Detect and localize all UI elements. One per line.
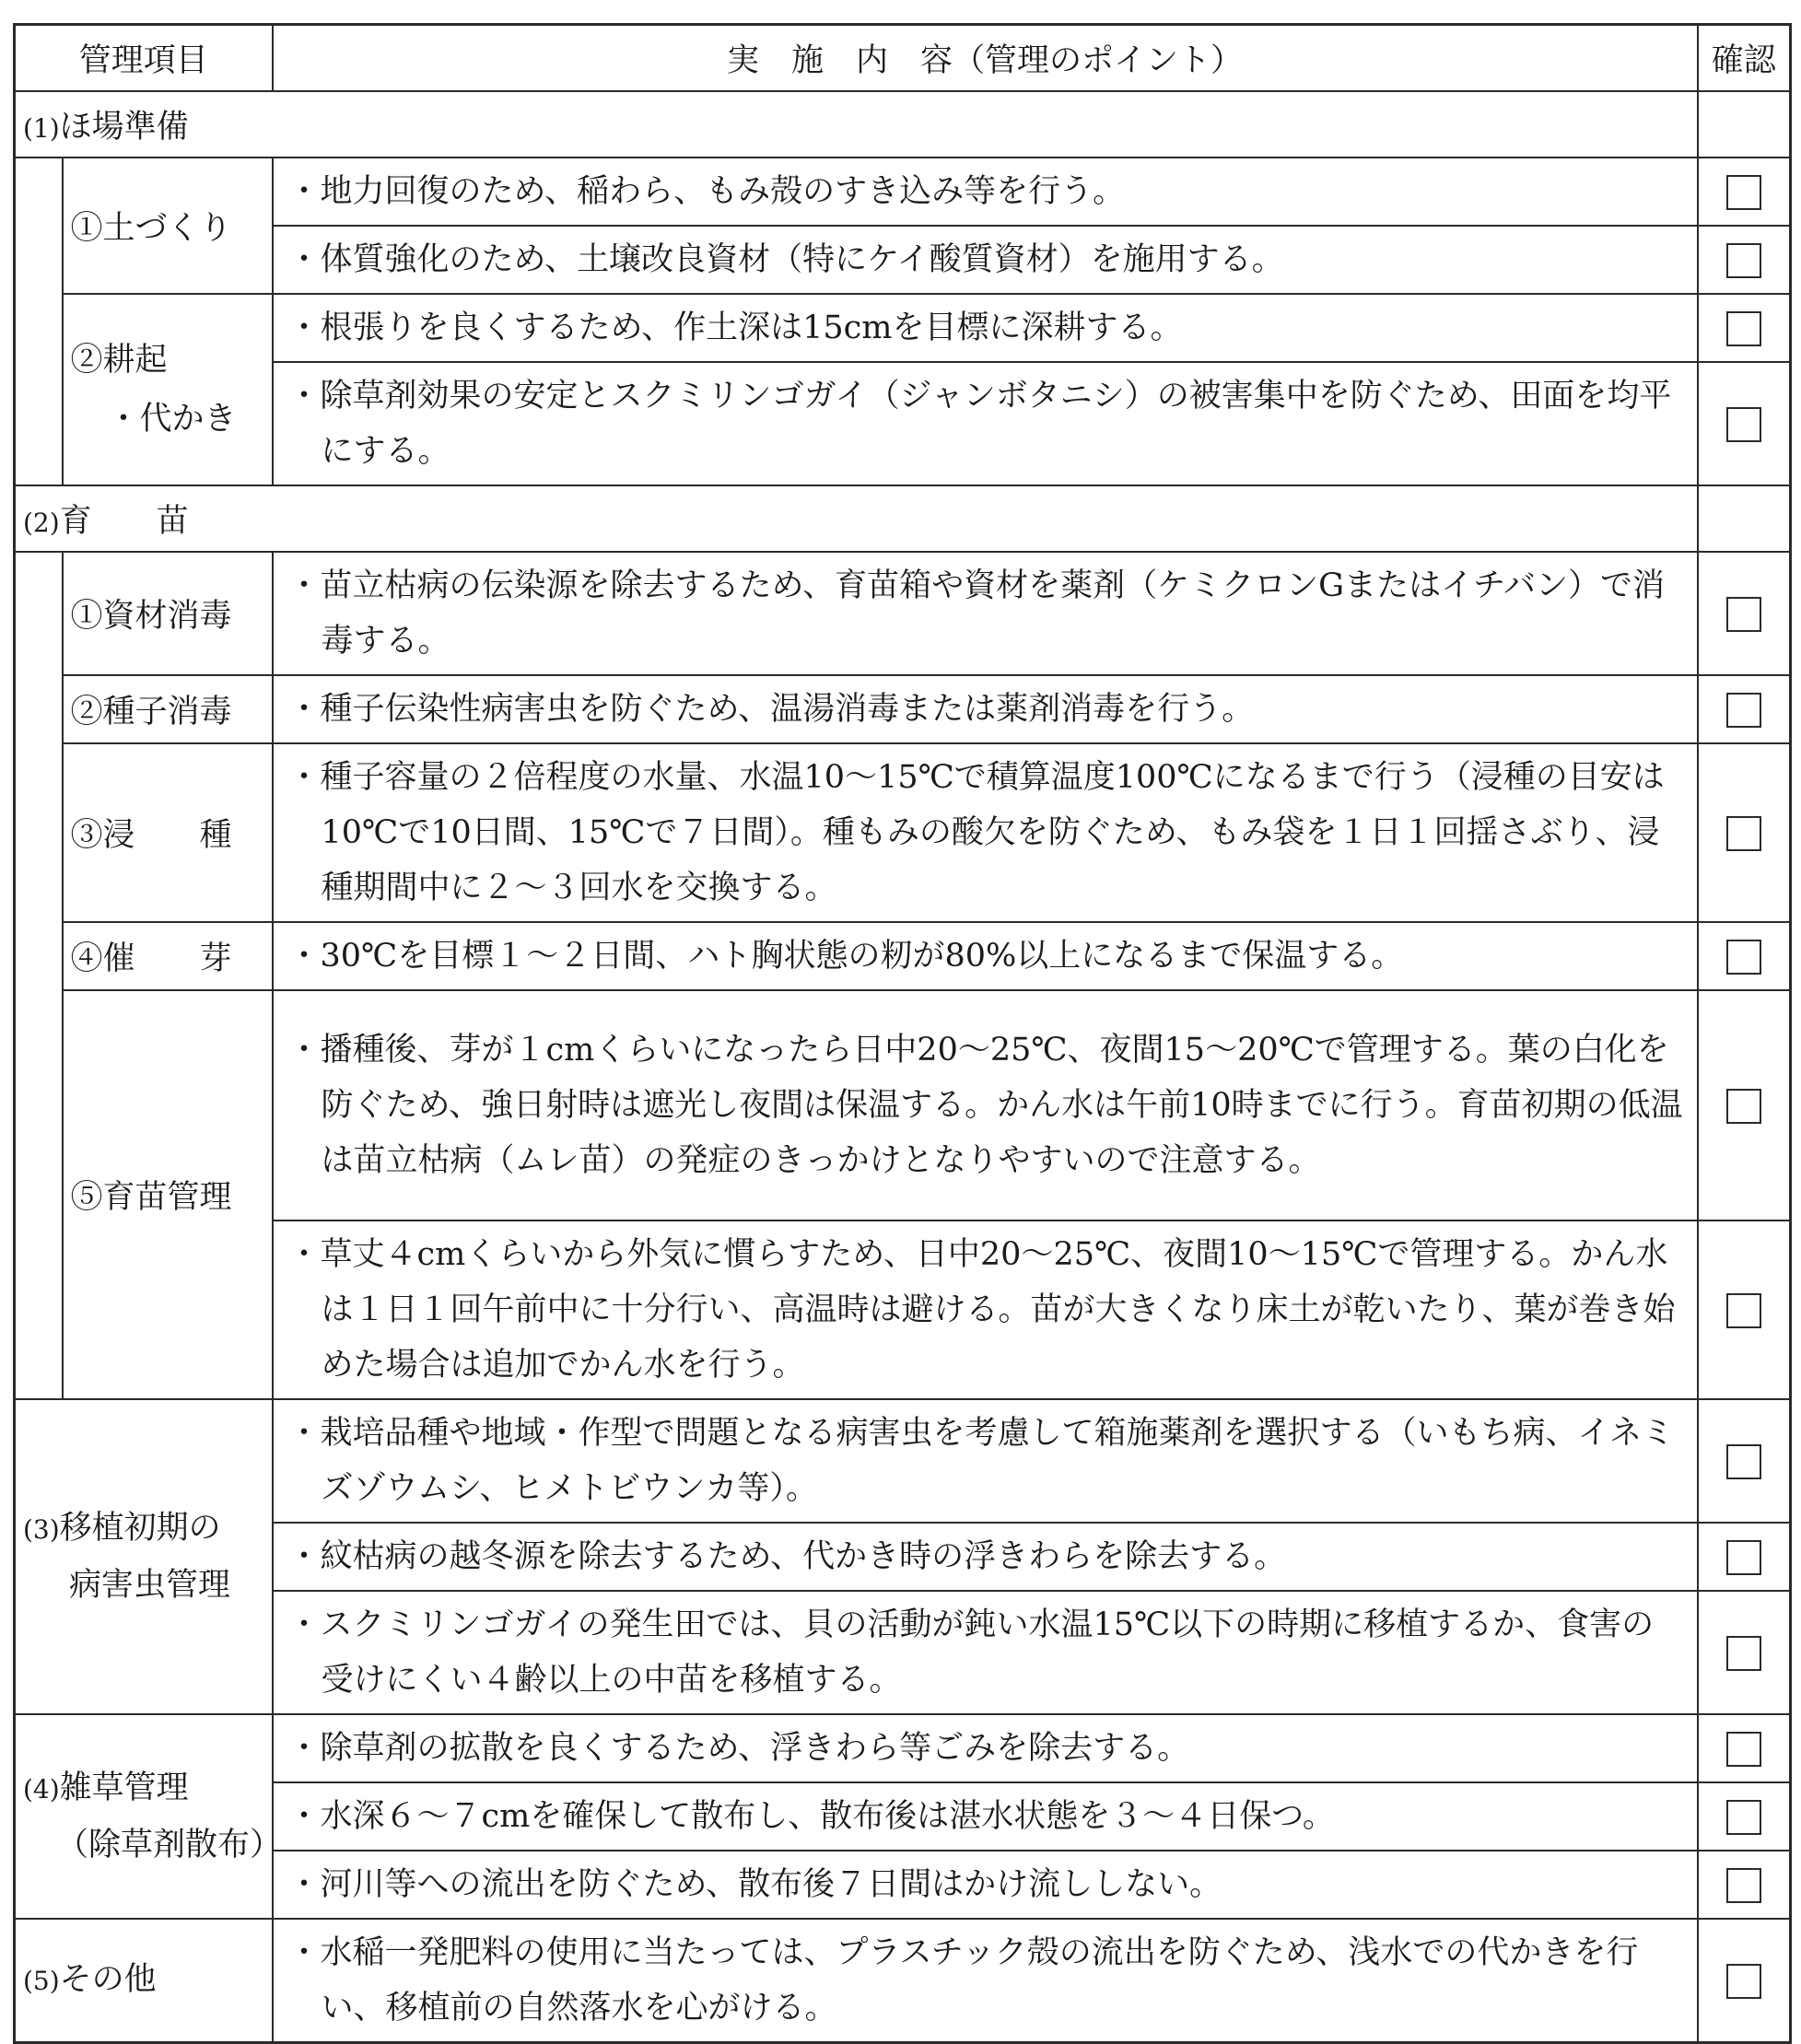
table-row bbox=[15, 552, 1791, 675]
section-row-s1 bbox=[15, 91, 1791, 158]
content-cell: ・根張りを良くするため、作土深は15cmを目標に深耕する。 bbox=[273, 294, 1698, 362]
content-cell: ・水深６～７cmを確保して散布し、散布後は湛水状態を３～４日保つ。 bbox=[273, 1782, 1698, 1851]
table-row bbox=[15, 226, 1791, 294]
table-row bbox=[15, 1399, 1791, 1523]
confirm-checkbox[interactable] bbox=[1726, 1293, 1761, 1328]
content-cell: ・体質強化のため、土壌改良資材（特にケイ酸質資材）を施用する。 bbox=[273, 226, 1698, 294]
table-row bbox=[15, 743, 1791, 922]
section-row-s2 bbox=[15, 485, 1791, 552]
content-cell: ・種子伝染性病害虫を防ぐため、温湯消毒または薬剤消毒を行う。 bbox=[273, 675, 1698, 743]
table-row bbox=[15, 675, 1791, 743]
content-cell: ・除草剤の拡散を良くするため、浮きわら等ごみを除去する。 bbox=[273, 1714, 1698, 1782]
confirm-checkbox[interactable] bbox=[1726, 311, 1761, 346]
confirm-checkbox[interactable] bbox=[1726, 940, 1761, 975]
table-row bbox=[15, 1591, 1791, 1714]
content-cell: ・種子容量の２倍程度の水量、水温10～15℃で積算温度100℃になるまで行う（浸種の目安は10℃で10日間、15℃で７日間）。種もみの酸欠を防ぐため、もみ袋を１日１回揺さぶり、浸種期間中に２～３回水を交換する。 bbox=[273, 743, 1698, 922]
content-cell: ・苗立枯病の伝染源を除去するため、育苗箱や資材を薬剤（ケミクロンGまたはイチバン）で消毒する。 bbox=[273, 552, 1698, 675]
confirm-checkbox[interactable] bbox=[1726, 175, 1761, 210]
table-row bbox=[15, 362, 1791, 485]
sub-label-soil: ①土づくり bbox=[63, 158, 273, 294]
sub-label-material-disinfection: ①資材消毒 bbox=[63, 552, 273, 675]
confirm-checkbox[interactable] bbox=[1726, 1868, 1761, 1903]
header-implementation-content: 実 施 内 容（管理のポイント） bbox=[273, 25, 1698, 92]
confirm-checkbox[interactable] bbox=[1726, 1540, 1761, 1575]
content-cell: ・除草剤効果の安定とスクミリンゴガイ（ジャンボタニシ）の被害集中を防ぐため、田面を均平にする。 bbox=[273, 362, 1698, 485]
confirm-checkbox[interactable] bbox=[1726, 1636, 1761, 1671]
header-management-item: 管理項目 bbox=[15, 25, 273, 92]
section-title-s4: (4)雑草管理 （除草剤散布） bbox=[15, 1714, 273, 1919]
sub-label-seed-disinfection: ②種子消毒 bbox=[63, 675, 273, 743]
confirm-checkbox[interactable] bbox=[1726, 243, 1761, 278]
content-cell: ・栽培品種や地域・作型で問題となる病害虫を考慮して箱施薬剤を選択する（いもち病、イネミズゾウムシ、ヒメトビウンカ等）。 bbox=[273, 1399, 1698, 1523]
confirm-checkbox[interactable] bbox=[1726, 597, 1761, 632]
confirm-checkbox[interactable] bbox=[1726, 1800, 1761, 1835]
sub-label-germination: ④催 芽 bbox=[63, 922, 273, 990]
table-row bbox=[15, 294, 1791, 362]
header-confirm: 確認 bbox=[1698, 25, 1791, 92]
confirm-checkbox[interactable] bbox=[1726, 407, 1761, 442]
table-row bbox=[15, 990, 1791, 1221]
confirm-checkbox[interactable] bbox=[1726, 1089, 1761, 1124]
confirm-checkbox[interactable] bbox=[1726, 816, 1761, 851]
checklist-sheet bbox=[13, 23, 1789, 2044]
section-title-s5: (5)その他 bbox=[15, 1919, 273, 2043]
confirm-checkbox[interactable] bbox=[1726, 1732, 1761, 1767]
header-row bbox=[15, 25, 1791, 92]
table-row bbox=[15, 1714, 1791, 1782]
content-cell: ・河川等への流出を防ぐため、散布後７日間はかけ流ししない。 bbox=[273, 1851, 1698, 1919]
confirm-checkbox[interactable] bbox=[1726, 693, 1761, 728]
content-cell: ・草丈４cmくらいから外気に慣らすため、日中20～25℃、夜間10～15℃で管理する。かん水は１日１回午前中に十分行い、高温時は避ける。苗が大きくなり床土が乾いたり、葉が巻き始めた場合は追加でかん水を行う。 bbox=[273, 1221, 1698, 1399]
content-cell: ・播種後、芽が１cmくらいになったら日中20～25℃、夜間15～20℃で管理する。葉の白化を防ぐため、強日射時は遮光し夜間は保温する。かん水は午前10時までに行う。育苗初期の低温は苗立枯病（ムレ苗）の発症のきっかけとなりやすいので注意する。 bbox=[273, 990, 1698, 1221]
sub-label-seedling-management: ⑤育苗管理 bbox=[63, 990, 273, 1399]
content-cell: ・地力回復のため、稲わら、もみ殻のすき込み等を行う。 bbox=[273, 158, 1698, 226]
content-cell: ・紋枯病の越冬源を除去するため、代かき時の浮きわらを除去する。 bbox=[273, 1523, 1698, 1591]
sub-label-soaking: ③浸 種 bbox=[63, 743, 273, 922]
confirm-checkbox[interactable] bbox=[1726, 1964, 1761, 1999]
table-row bbox=[15, 158, 1791, 226]
confirm-checkbox[interactable] bbox=[1726, 1444, 1761, 1479]
section-title-s2: (2)育 苗 bbox=[15, 485, 1698, 552]
content-cell: ・30℃を目標１～２日間、ハト胸状態の籾が80%以上になるまで保温する。 bbox=[273, 922, 1698, 990]
table-row bbox=[15, 1523, 1791, 1591]
table-row bbox=[15, 922, 1791, 990]
section-title-s1: (1)ほ場準備 bbox=[15, 91, 1698, 158]
table-row bbox=[15, 1919, 1791, 2043]
sub-label-tillage: ②耕起 ・代かき bbox=[63, 294, 273, 485]
content-cell: ・水稲一発肥料の使用に当たっては、プラスチック殻の流出を防ぐため、浅水での代かきを行い、移植前の自然落水を心がける。 bbox=[273, 1919, 1698, 2043]
section-title-s3: (3)移植初期の 病害虫管理 bbox=[15, 1399, 273, 1714]
table-row bbox=[15, 1221, 1791, 1399]
content-cell: ・スクミリンゴガイの発生田では、貝の活動が鈍い水温15℃以下の時期に移植するか、食害の受けにくい４齢以上の中苗を移植する。 bbox=[273, 1591, 1698, 1714]
rice-management-checklist-table bbox=[13, 23, 1792, 2044]
